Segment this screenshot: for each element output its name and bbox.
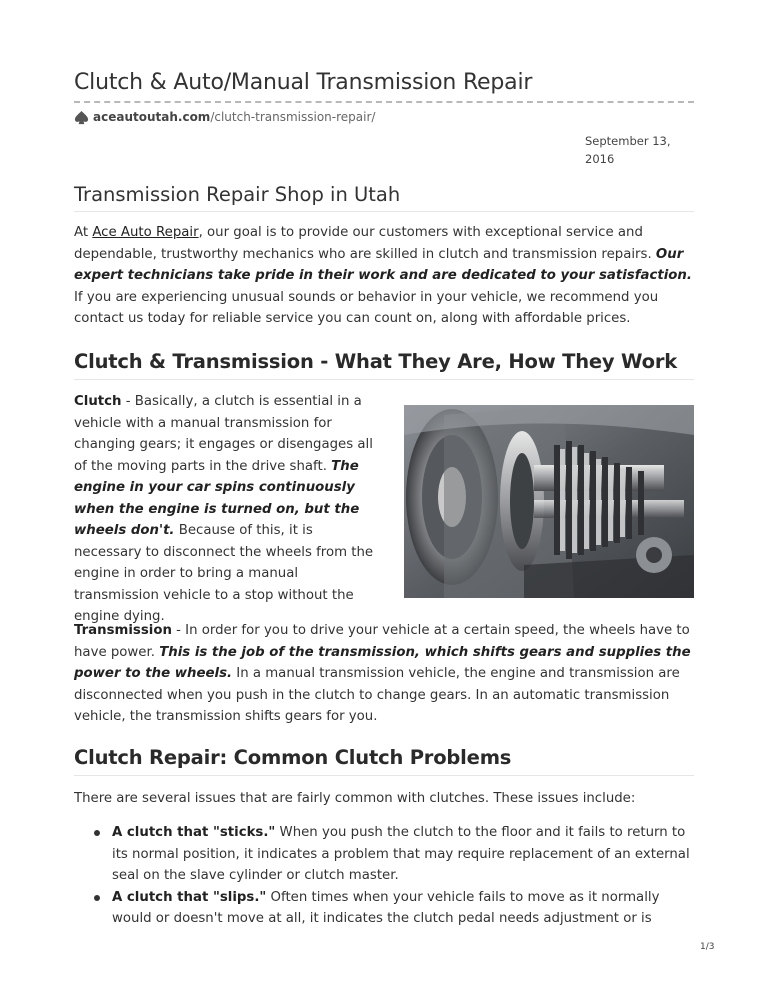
- list-item-term: A clutch that "sticks.": [112, 825, 276, 840]
- bullet-icon: [94, 830, 100, 836]
- publish-date: [585, 132, 685, 168]
- transmission-term: Transmission: [74, 623, 172, 638]
- page-number: 1/3: [700, 942, 715, 952]
- transmission-text-1: - In order for you to drive your vehicle at a certain speed, the wheels have to have power.: [74, 623, 690, 660]
- bullet-icon: [94, 895, 100, 901]
- transmission-emphasis: This is the job of the transmission, which shifts gears and supplies the power to the wheels.: [74, 644, 691, 681]
- transmission-illustration: [404, 405, 694, 598]
- clutch-text-2: Because of this, it is necessary to disconnect the wheels from the engine in order to bring a manual transmission vehicle to a stop without the engine dying.: [74, 523, 374, 624]
- problems-intro: There are several issues that are fairly common with clutches. These issues include:: [74, 791, 636, 806]
- source-link[interactable]: [93, 110, 375, 124]
- ace-auto-repair-link[interactable]: Ace Auto Repair: [92, 225, 199, 240]
- list-item: [74, 887, 694, 930]
- clutch-text-1: - Basically, a clutch is essential in a vehicle with a manual transmission for changing gears; it engages or disengages all of the moving parts in the drive shaft.: [74, 394, 373, 474]
- intro-emphasis: Our expert technicians take pride in their work and are dedicated to your satisfaction.: [74, 246, 692, 283]
- clutch-emphasis: The engine in your car spins continuously when the engine is turned on, but the wheels don't.: [74, 458, 360, 538]
- intro-text-3: If you are experiencing unusual sounds or behavior in your vehicle, we recommend you contact us today for reliable service you can count on, along with affordable prices.: [74, 289, 659, 326]
- list-item: [74, 822, 694, 887]
- source-domain: aceautoutah.com: [93, 110, 211, 124]
- date-line-2: 2016: [585, 152, 615, 166]
- clutch-paragraph: [74, 391, 376, 628]
- date-line-1: September 13,: [585, 134, 671, 148]
- intro-paragraph: [74, 222, 694, 330]
- list-item-text: When you push the clutch to the floor and it fails to return to its normal position, it indicates a problem that may require replacement of an external seal on the slave cylinder or clutch master.: [112, 825, 690, 883]
- transmission-text-2: In a manual transmission vehicle, the engine and transmission are disconnected when you push in the clutch to change gears. In an automatic transmission vehicle, the transmission shifts gears for you.: [74, 666, 680, 724]
- title-divider: [74, 101, 694, 103]
- section-heading-clutch-problems: Clutch Repair: Common Clutch Problems: [74, 746, 694, 776]
- intro-text-1: At: [74, 225, 93, 240]
- section-heading-clutch-transmission: Clutch & Transmission - What They Are, How They Work: [74, 350, 694, 380]
- source-path: /clutch-transmission-repair/: [210, 110, 376, 124]
- clutch-problems-list: [74, 822, 694, 930]
- intro-text-2: , our goal is to provide our customers with exceptional service and dependable, trustworthy mechanics who are skilled in clutch and transmission repairs.: [74, 225, 656, 262]
- page-title: Clutch & Auto/Manual Transmission Repair: [74, 70, 533, 95]
- source-line: [74, 109, 375, 125]
- transmission-cutaway-image: [404, 405, 694, 598]
- spade-logo-icon: [74, 110, 89, 125]
- clutch-term: Clutch: [74, 394, 122, 409]
- list-item-text: Often times when your vehicle fails to move as it normally would or doesn't move at all, it indicates the clutch pedal needs adjustment or is: [112, 889, 660, 926]
- transmission-paragraph: [74, 620, 694, 728]
- intro-heading: Transmission Repair Shop in Utah: [74, 183, 694, 212]
- list-item-term: A clutch that "slips.": [112, 889, 267, 905]
